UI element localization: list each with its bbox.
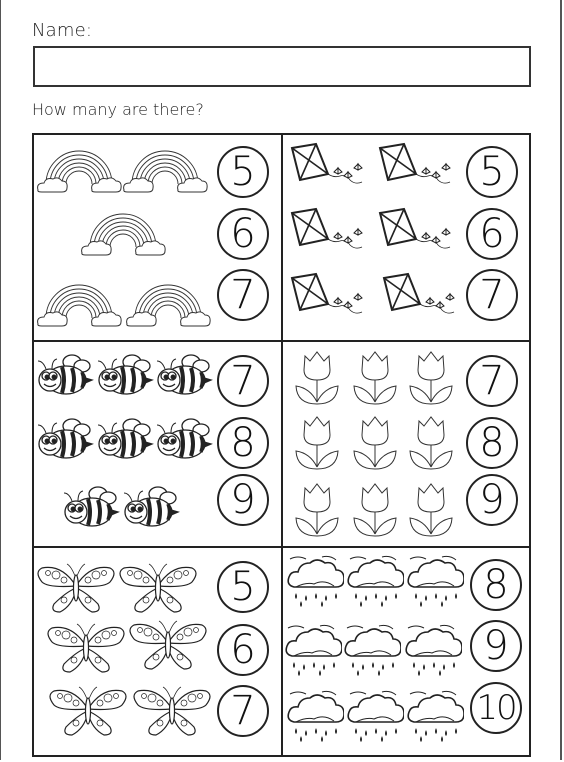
tulip-icon: [406, 480, 456, 540]
bee-icon: [122, 484, 180, 534]
rain-cloud-icon: [406, 555, 464, 609]
answer-circle[interactable]: 7: [466, 269, 518, 321]
bee-icon: [155, 416, 213, 466]
name-label: Name:: [32, 20, 93, 41]
answer-circle[interactable]: 7: [466, 355, 518, 407]
answer-circle[interactable]: 8: [217, 417, 269, 469]
tulip-icon: [292, 413, 342, 473]
butterfly-icon: [36, 560, 116, 614]
name-field[interactable]: [33, 46, 531, 87]
rain-cloud-icon: [406, 690, 464, 744]
answer-circle[interactable]: 5: [217, 561, 269, 613]
bee-icon: [155, 352, 213, 402]
rain-cloud-icon: [346, 690, 404, 744]
grid-divider-horizontal: [32, 546, 531, 548]
rain-cloud-icon: [286, 690, 344, 744]
bee-icon: [96, 352, 154, 402]
answer-circle[interactable]: 6: [217, 208, 269, 260]
rain-cloud-icon: [343, 624, 401, 678]
answer-circle[interactable]: 8: [470, 559, 522, 611]
rainbow-icon: [36, 138, 122, 196]
butterfly-icon: [46, 620, 126, 674]
answer-circle[interactable]: 9: [217, 474, 269, 526]
tulip-icon: [406, 413, 456, 473]
butterfly-icon: [118, 560, 198, 614]
kite-icon: [380, 270, 460, 332]
butterfly-icon: [132, 683, 212, 737]
rainbow-icon: [125, 272, 211, 330]
bee-icon: [36, 416, 94, 466]
kite-icon: [288, 270, 368, 332]
kite-icon: [376, 140, 456, 202]
kite-icon: [288, 205, 368, 267]
bee-icon: [96, 416, 154, 466]
butterfly-icon: [128, 617, 208, 671]
butterfly-icon: [48, 683, 128, 737]
bee-icon: [36, 352, 94, 402]
answer-circle[interactable]: 6: [217, 624, 269, 676]
answer-circle[interactable]: 7: [217, 269, 269, 321]
answer-circle[interactable]: 7: [217, 685, 269, 737]
answer-circle[interactable]: 5: [217, 146, 269, 198]
tulip-icon: [350, 480, 400, 540]
rain-cloud-icon: [404, 624, 462, 678]
answer-circle[interactable]: 8: [466, 417, 518, 469]
kite-icon: [288, 140, 368, 202]
rain-cloud-icon: [284, 624, 342, 678]
answer-circle[interactable]: 7: [217, 355, 269, 407]
question-text: How many are there?: [32, 100, 204, 119]
rainbow-icon: [80, 201, 166, 259]
tulip-icon: [350, 413, 400, 473]
answer-circle[interactable]: 9: [466, 474, 518, 526]
bee-icon: [62, 484, 120, 534]
tulip-icon: [406, 348, 456, 408]
tulip-icon: [292, 480, 342, 540]
answer-circle[interactable]: 5: [466, 146, 518, 198]
grid-divider-horizontal: [32, 340, 531, 342]
rainbow-icon: [36, 272, 122, 330]
rainbow-icon: [122, 138, 208, 196]
answer-circle[interactable]: 9: [470, 620, 522, 672]
answer-circle[interactable]: 10: [470, 682, 522, 734]
rain-cloud-icon: [286, 555, 344, 609]
kite-icon: [376, 205, 456, 267]
tulip-icon: [292, 348, 342, 408]
grid-divider-vertical: [281, 133, 283, 757]
rain-cloud-icon: [346, 555, 404, 609]
tulip-icon: [350, 348, 400, 408]
answer-circle[interactable]: 6: [466, 208, 518, 260]
